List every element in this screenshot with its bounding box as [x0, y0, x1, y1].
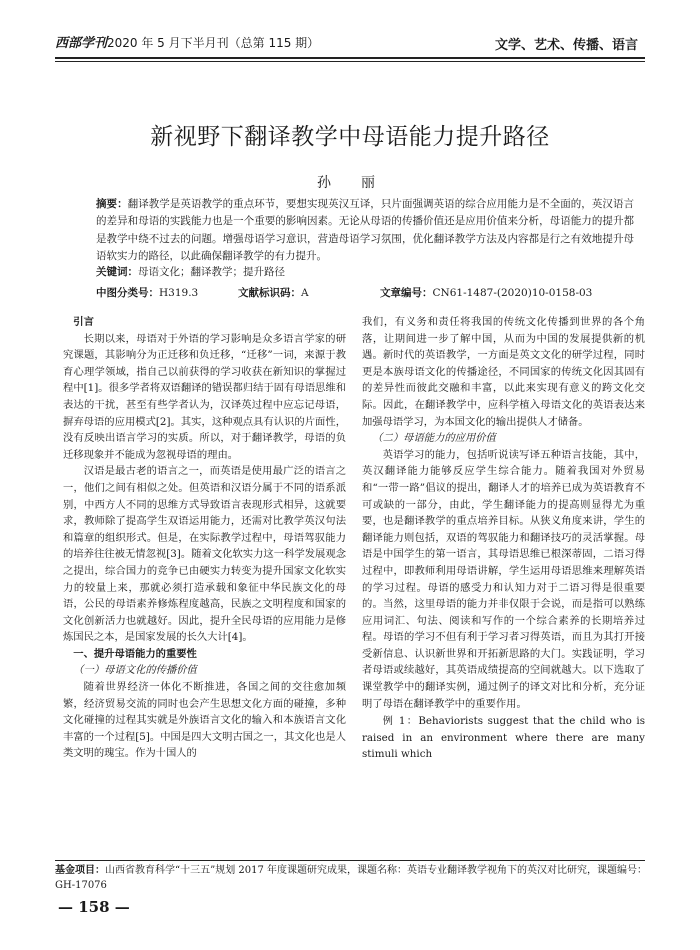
- left-paragraph-1: 长期以来，母语对于外语的学习影响是众多语言学家的研究课题，其影响分为正迁移和负迁移，“迁移”一词，来源于教育心理学领域，指自己以前获得的学习收获在新知识的掌握过程中[1]。很多学者将双语翻译的错误都归结于固有母语思维和表达的干扰，甚至有些学者认为，汉译英过程中应忘记母语，摒弃母语的应用模式[2]。其实，这种观点具有认识的片面性，没有反映出语言学习的实质。所以，对于翻译教学，母语的负迁移现象并不能成为忽视母语的理由。: [63, 332, 346, 461]
- fund-label: 基金项目：: [55, 865, 105, 876]
- article-author: 孙 丽: [317, 175, 383, 191]
- abstract-text: 翻译教学是英语教学的重点环节，要想实现英汉互译，只片面强调英语的综合应用能力是不全面的，英汉语言的差异和母语的实践能力也是一个重要的影响因素。无论从母语的传播价值还是应用价值来分析，母语能力的提升都是教学中绕不过去的问题。增强母语学习意识，营造母语学习氛围，优化翻译教学方法及内容都是行之有效地提升母语软实力的路径，以此确保翻译教学的有力提升。: [96, 198, 635, 263]
- article-title: 新视野下翻译教学中母语能力提升路径: [150, 124, 550, 150]
- left-column: [63, 314, 346, 762]
- journal-header: [55, 32, 319, 51]
- intro-heading: 引言: [73, 316, 94, 328]
- right-paragraph-2: 英语学习的能力，包括听说读写译五种语言技能，其中，英汉翻译能力能够反应学生综合能力。随着我国对外贸易和“一带一路”倡议的提出，翻译人才的培养已成为英语教育不可或缺的一部分，由此，学生翻译能力的提高则显得尤为重要，也是翻译教学的重点培养目标。从狭义角度来讲，学生的翻译能力则包括，双语的驾驭能力和翻译技巧的灵活掌握。母语是中国学生的第一语言，其母语思维已根深蒂固，二语习得过程中，即教师利用母语讲解，学生运用母语思维来理解英语的学习过程。母语的感受力和认知力对于二语习得是很重要的。当然，这里母语的能力并非仅限于会说，而是指可以熟练应用词汇、句法、阅读和写作的一个综合素养的长期培养过程。母语的学习不但有利于学习者习得英语，而且为其打开接受新信息、认识新世界和开拓新思路的大门。实践证明，学习者母语或续越好，其英语成绩提高的空间就越大。以下选取了课堂教学中的翻译实例，通过例子的译文对比和分析，充分证明了母语在翻译教学中的重要作用。: [362, 448, 645, 710]
- fund-text: 山西省教育科学“十三五”规划 2017 年度课题研究成果，课题名称：英语专业翻译教学视角下的英汉对比研究，课题编号：GH-17076: [55, 865, 648, 891]
- keywords: [96, 264, 285, 279]
- page-number: — 158 —: [58, 898, 130, 916]
- header-rule-thin: [55, 61, 645, 62]
- journal-logo: 西部学刊: [55, 36, 108, 51]
- doc-code-label: 文献标识码：: [238, 287, 301, 299]
- header-rule: [55, 57, 645, 59]
- fund-note: [55, 864, 650, 893]
- clc-value: H319.3: [159, 287, 199, 299]
- keywords-text: 母语文化；翻译教学；提升路径: [138, 266, 285, 278]
- subsection-heading-1: （一）母语文化的传播价值: [73, 664, 197, 677]
- issue-info: 2020 年 5 月下半月刊（总第 115 期）: [107, 36, 320, 50]
- doc-code-value: A: [301, 287, 309, 299]
- abstract-label: 摘要：: [96, 198, 128, 210]
- clc-label: 中图分类号：: [96, 287, 159, 299]
- article-number-value: CN61-1487-(2020)10-0158-03: [432, 287, 593, 299]
- subsection-heading-2: （二）母语能力的应用价值: [372, 432, 496, 445]
- footnote-rule: [55, 860, 645, 861]
- right-paragraph-1: 我们，有义务和责任将我国的传统文化传播到世界的各个角落，让期间进一步了解中国，从而为中国的发展提供新的机遇。新时代的英语教学，一方面是英文文化的研学过程，同时更是本族母语文化的传播途径，不同国家的传统文化因其固有的差异性而彼此交融和丰富，以此来实现有意义的跨文化交际。因此，在翻译教学中，应科学植入母语文化的英语表达来加强母语学习，为本国文化的输出提供人才储备。: [362, 316, 645, 428]
- section-label: 文学、艺术、传播、语言: [494, 38, 638, 53]
- doc-code: [238, 285, 309, 300]
- abstract: [96, 196, 634, 266]
- example-1: 例 1：Behaviorists suggest that the child who is raised in an environment where there are many stimuli which: [362, 715, 645, 761]
- clc-number: [96, 285, 198, 300]
- section-heading-1: 一、提升母语能力的重要性: [73, 647, 197, 660]
- left-paragraph-2: 汉语是最古老的语言之一，而英语是使用最广泛的语言之一，他们之间有相似之处。但英语和汉语分属于不同的语系派别，中西方人不同的思维方式导致语言表现形式相异，这就要求，教师除了提高学生双语运用能力，还需对比教学英汉句法和篇章的组织形式。但是，在实际教学过程中，母语驾驭能力的培养往往被无情忽视[3]。随着文化软实力这一科学发展观念之提出，综合国力的竞争已由硬实力转变为提升国家文化软实力的较量上来，那就必须打造承载和象征中华民族文化的母语，公民的母语素养修炼程度越高，民族之文明程度和国家的文化创新活力也就越好。因此，提升全民母语的应用能力是修炼国民之本，是国家发展的长久大计[4]。: [63, 465, 346, 644]
- article-number-label: 文章编号：: [380, 287, 433, 299]
- right-column: [362, 314, 645, 763]
- keywords-label: 关键词：: [96, 266, 138, 278]
- left-paragraph-3: 随着世界经济一体化不断推进，各国之间的交往愈加频繁，经济贸易交流的同时也会产生思想文化方面的碰撞，多种文化碰撞的过程其实就是外族语言文化的输入和本族语言文化丰富的一个过程[5]。中国是四大文明古国之一，其文化也是人类文明的瑰宝。作为十国人的: [63, 681, 346, 760]
- article-number: [380, 285, 592, 300]
